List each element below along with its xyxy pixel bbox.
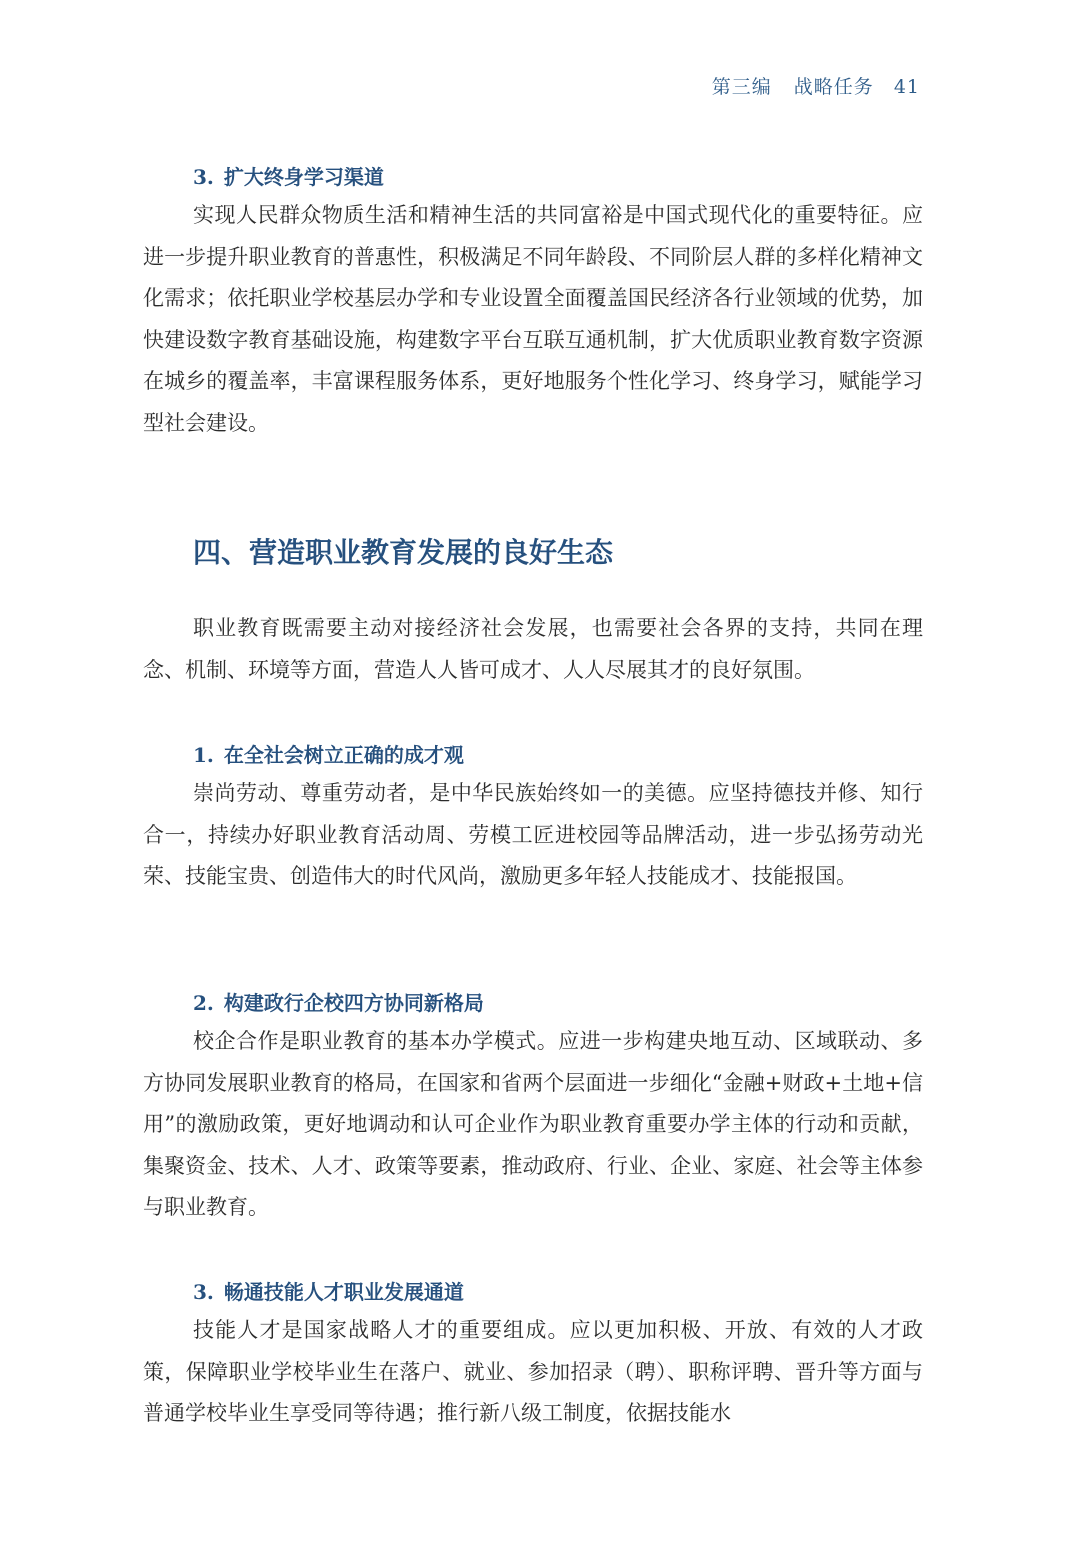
paragraph-talent-view: 崇尚劳动、尊重劳动者，是中华民族始终如一的美德。应坚持德技并修、知行合一，持续办好职业教育活动周、劳模工匠进校园等品牌活动，进一步弘扬劳动光荣、技能宝贵、创造伟大的时代风尚，激励更多年轻人技能成才、技能报国。 <box>143 781 923 888</box>
subheading-lifelong-learning <box>193 161 384 190</box>
subheading-number: 2. <box>193 991 214 1015</box>
subheading-number: 3. <box>193 1280 214 1304</box>
paragraph-four-party-collaboration: 校企合作是职业教育的基本办学模式。应进一步构建央地互动、区域联动、多方协同发展职业教育的格局，在国家和省两个层面进一步细化“金融+财政+土地+信用”的激励政策，更好地调动和认可企业作为职业教育重要办学主体的行动和贡献，集聚资金、技术、人才、政策等要素，推动政府、行业、企业、家庭、社会等主体参与职业教育。 <box>143 1029 923 1219</box>
section-title: 四、营造职业教育发展的良好生态 <box>193 536 614 569</box>
paragraph-section-intro: 职业教育既需要主动对接经济社会发展，也需要社会各界的支持，共同在理念、机制、环境等方面，营造人人皆可成才、人人尽展其才的良好氛围。 <box>143 616 923 682</box>
subheading-text: 畅通技能人才职业发展通道 <box>223 1280 464 1304</box>
page-number: 41 <box>893 76 920 98</box>
header-part: 第三编 <box>711 76 772 98</box>
paragraph-career-channel: 技能人才是国家战略人才的重要组成。应以更加积极、开放、有效的人才政策，保障职业学校毕业生在落户、就业、参加招录（聘）、职称评聘、晋升等方面与普通学校毕业生享受同等待遇；推行新八级工制度，依据技能水 <box>143 1318 923 1425</box>
subheading-number: 3. <box>193 165 214 189</box>
subheading-text: 扩大终身学习渠道 <box>223 165 384 189</box>
subheading-text: 构建政行企校四方协同新格局 <box>223 991 484 1015</box>
subheading-number: 1. <box>193 743 214 767</box>
subheading-four-party-collaboration <box>193 987 484 1016</box>
header-section: 战略任务 <box>793 76 874 98</box>
subheading-text: 在全社会树立正确的成才观 <box>223 743 464 767</box>
running-header <box>712 72 920 99</box>
subheading-talent-view <box>193 739 464 768</box>
subheading-career-channel <box>193 1276 464 1305</box>
paragraph-lifelong-learning: 实现人民群众物质生活和精神生活的共同富裕是中国式现代化的重要特征。应进一步提升职业教育的普惠性，积极满足不同年龄段、不同阶层人群的多样化精神文化需求；依托职业学校基层办学和专业设置全面覆盖国民经济各行业领域的优势，加快建设数字教育基础设施，构建数字平台互联互通机制，扩大优质职业教育数字资源在城乡的覆盖率，丰富课程服务体系，更好地服务个性化学习、终身学习，赋能学习型社会建设。 <box>143 203 923 435</box>
